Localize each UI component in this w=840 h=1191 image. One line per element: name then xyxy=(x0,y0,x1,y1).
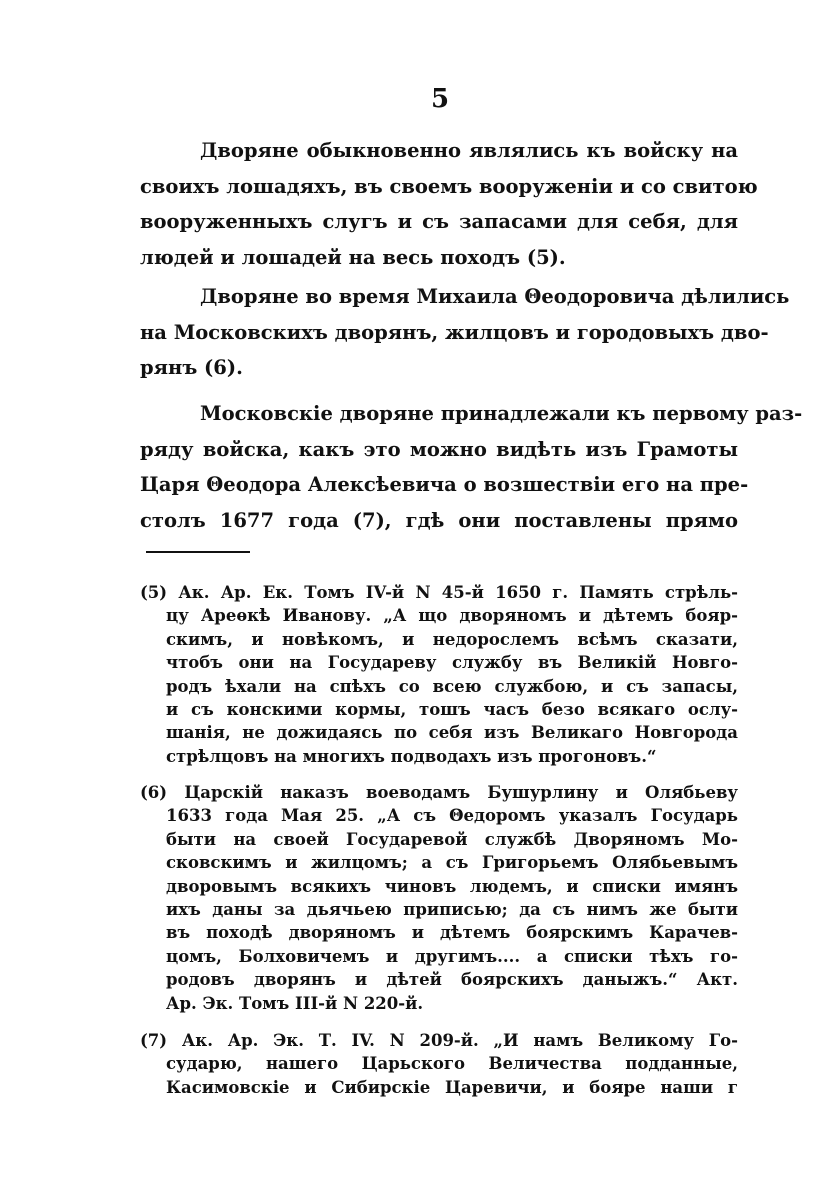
footnote-separator xyxy=(146,551,250,553)
paragraph-line: вооруженныхъ слугъ и съ запасами для себя, для xyxy=(140,210,738,233)
footnote-line: (5) Ак. Ар. Ек. Томъ IV-й N 45-й 1650 г. Память стрѣль- xyxy=(140,583,738,602)
footnote-line: скимъ, и новѣкомъ, и недорослемъ всѣмъ сказати, xyxy=(166,629,738,649)
footnote-line: ихъ даны за дьячьею приписью; да съ нимъ же быти xyxy=(166,900,738,920)
paragraph-line: столъ 1677 года (7), гдѣ они поставлены прямо xyxy=(140,508,738,532)
paragraph-line: Московскіе дворяне принадлежали къ первому раз- xyxy=(200,402,803,425)
footnote-7 xyxy=(140,1029,738,1099)
footnote-6 xyxy=(140,781,738,1015)
footnote-line: шанія, не дожидаясь по себя изъ Великаго Новгорода xyxy=(166,723,738,743)
footnote-line: цу Ареѳкѣ Иванову. „А що дворяномъ и дѣтемъ бояр- xyxy=(166,606,738,626)
paragraph-1 xyxy=(140,133,758,275)
paragraph-line: ряду войска, какъ это можно видѣть изъ Грамоты xyxy=(140,437,738,461)
footnote-line: (6) Царскій наказъ воеводамъ Бушурлину и Олябьеву xyxy=(140,783,738,802)
paragraph-line: рянъ (6). xyxy=(140,356,243,379)
footnote-line: и съ конскими кормы, тошъ часъ безо всякаго ослу- xyxy=(166,700,738,720)
paragraph-line: Дворяне обыкновенно являлись къ войску на xyxy=(200,139,738,162)
paragraph-line: своихъ лошадяхъ, въ своемъ вооруженіи и со свитою xyxy=(140,174,758,198)
footnote-line: чтобъ они на Государеву службу въ Великій Новго- xyxy=(166,653,738,673)
paragraph-line: Царя Θеодора Алексѣевича о возшествіи его на пре- xyxy=(140,473,749,496)
footnote-line: быти на своей Государевой службѣ Дворяномъ Мо- xyxy=(166,829,738,849)
footnote-line: 1633 года Мая 25. „А съ Θедоромъ указалъ Государь xyxy=(166,806,738,826)
footnote-line: сковскимъ и жилцомъ; а съ Григорьемъ Олябьевымъ xyxy=(166,853,738,873)
paragraph-line: Дворяне во время Михаила Θеодоровича дѣлились xyxy=(200,285,790,308)
footnote-line: цомъ, Болховичемъ и другимъ.... а списки тѣхъ го- xyxy=(166,946,738,966)
footnote-line: (7) Ак. Ар. Эк. Т. IV. N 209-й. „И намъ Великому Го- xyxy=(140,1031,738,1050)
footnote-line: родовъ дворянъ и дѣтей боярскихъ даныжъ.“ Акт. xyxy=(166,970,738,990)
paragraph-line: людей и лошадей на весь походъ (5). xyxy=(140,245,566,269)
footnote-line: стрѣлцовъ на многихъ подводахъ изъ прогоновъ.“ xyxy=(166,746,657,766)
footnote-5 xyxy=(140,581,738,768)
paragraph-3 xyxy=(140,396,803,538)
footnote-line: Касимовскіе и Сибирскіе Царевичи, и бояре наши г xyxy=(166,1077,738,1097)
footnote-line: родъ ѣхали на спѣхъ со всею службою, и съ запасы, xyxy=(166,676,738,696)
paragraph-line: на Московскихъ дворянъ, жилцовъ и городовыхъ дво- xyxy=(140,320,769,344)
page-number: 5 xyxy=(430,84,450,114)
footnote-line: дворовымъ всякихъ чиновъ людемъ, и списки имянъ xyxy=(166,876,738,896)
footnote-line: сударю, нашего Царьского Величества подданные, xyxy=(166,1054,738,1074)
paragraph-2 xyxy=(140,279,790,386)
footnote-line: въ походѣ дворяномъ и дѣтемъ боярскимъ Карачев- xyxy=(166,923,738,943)
footnote-line: Ар. Эк. Томъ III-й N 220-й. xyxy=(166,993,424,1013)
